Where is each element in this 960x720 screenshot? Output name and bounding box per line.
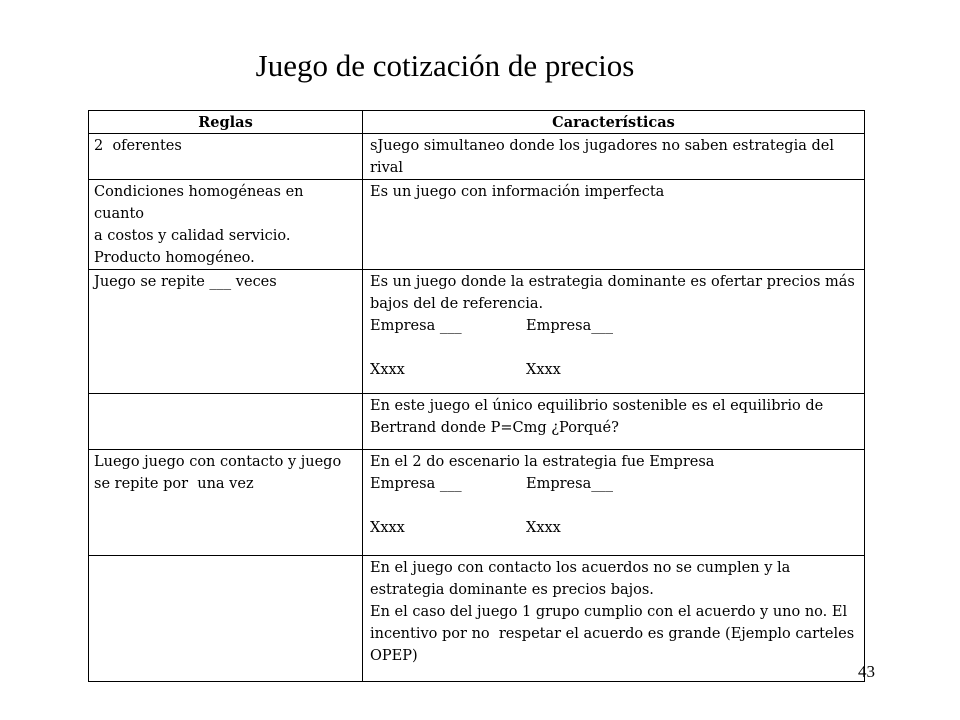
characteristic-line: rival	[370, 160, 404, 176]
header-reglas: Reglas	[89, 111, 363, 134]
value-left: Xxxx	[370, 520, 405, 536]
company-pair	[370, 315, 860, 337]
company-right: Empresa___	[526, 318, 613, 334]
value-pair	[370, 359, 860, 381]
rule-line: a costos y calidad servicio.	[94, 228, 291, 244]
characteristics-cell	[363, 450, 865, 556]
characteristic-line: En el 2 do escenario la estrategia fue Empresa	[370, 454, 715, 470]
rule-line: Juego se repite ___ veces	[94, 274, 277, 290]
characteristics-cell	[363, 134, 865, 180]
table-row	[89, 394, 865, 450]
company-right: Empresa___	[526, 476, 613, 492]
header-caracteristicas: Características	[363, 111, 865, 134]
characteristics-cell	[363, 180, 865, 270]
rule-line: 2 oferentes	[94, 138, 182, 154]
value-right: Xxxx	[526, 520, 561, 536]
company-pair	[370, 473, 860, 495]
rule-line: Luego juego con contacto y juego	[94, 454, 342, 470]
characteristic-line: bajos del de referencia.	[370, 296, 544, 312]
characteristic-line: Es un juego con información imperfecta	[370, 184, 665, 200]
characteristics-cell	[363, 270, 865, 394]
rule-cell	[89, 450, 363, 556]
rule-line: Condiciones homogéneas en cuanto	[94, 184, 309, 222]
characteristic-line: incentivo por no respetar el acuerdo es grande (Ejemplo carteles	[370, 626, 855, 642]
rules-table	[88, 110, 865, 682]
characteristic-line: En el juego con contacto los acuerdos no se cumplen y la	[370, 560, 791, 576]
characteristics-cell	[363, 556, 865, 682]
table-row	[89, 450, 865, 556]
table-row	[89, 556, 865, 682]
characteristic-line: OPEP)	[370, 648, 418, 664]
characteristic-line: En este juego el único equilibrio sostenible es el equilibrio de	[370, 398, 824, 414]
company-left: Empresa ___	[370, 476, 462, 492]
characteristic-line: Es un juego donde la estrategia dominante es ofertar precios más	[370, 274, 855, 290]
page-number: 43	[858, 662, 875, 681]
rule-line: se repite por una vez	[94, 476, 254, 492]
rule-cell	[89, 394, 363, 450]
value-left: Xxxx	[370, 362, 405, 378]
rule-cell	[89, 556, 363, 682]
value-right: Xxxx	[526, 362, 561, 378]
rule-cell	[89, 270, 363, 394]
characteristic-line: sJuego simultaneo donde los jugadores no saben estrategia del	[370, 138, 834, 154]
value-pair	[370, 517, 860, 539]
rule-cell	[89, 134, 363, 180]
characteristic-line: estrategia dominante es precios bajos.	[370, 582, 654, 598]
company-left: Empresa ___	[370, 318, 462, 334]
slide-title: Juego de cotización de precios	[255, 48, 635, 83]
table-row	[89, 270, 865, 394]
rule-line: Producto homogéneo.	[94, 250, 255, 266]
characteristic-line: Bertrand donde P=Cmg ¿Porqué?	[370, 420, 619, 436]
rule-cell	[89, 180, 363, 270]
table-header-row	[89, 111, 865, 134]
characteristics-cell	[363, 394, 865, 450]
characteristic-line: En el caso del juego 1 grupo cumplio con el acuerdo y uno no. El	[370, 604, 848, 620]
table-row	[89, 134, 865, 180]
table-row	[89, 180, 865, 270]
